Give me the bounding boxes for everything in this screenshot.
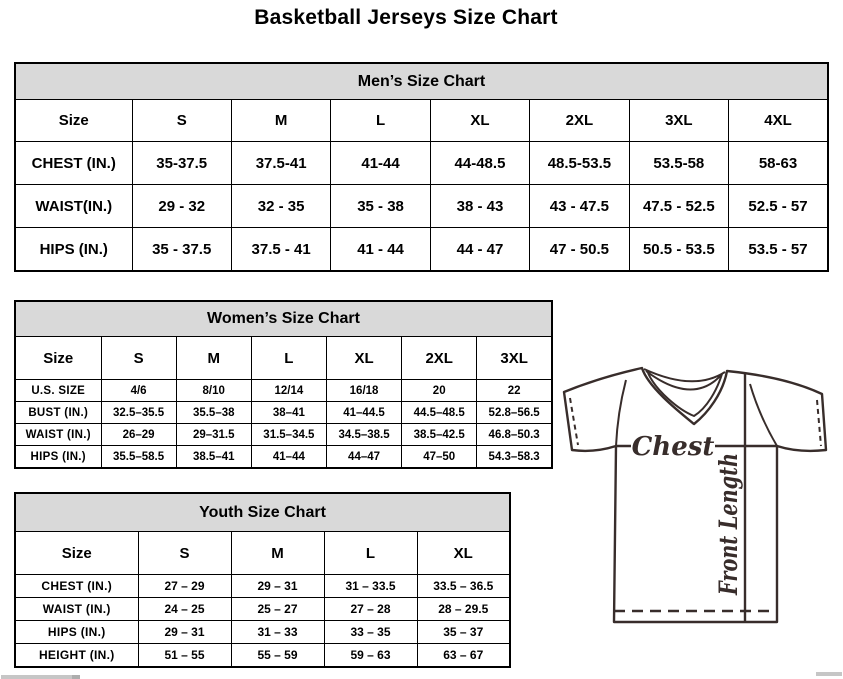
youth-table-title: Youth Size Chart (15, 493, 510, 532)
scrollbar-fragment-right[interactable] (816, 672, 842, 676)
table-cell: 41 - 44 (331, 228, 430, 272)
table-cell: 55 – 59 (231, 644, 324, 668)
column-header-cell: L (251, 337, 326, 380)
table-cell: 53.5-58 (629, 142, 728, 185)
table-title-row (15, 301, 552, 337)
table-row (15, 185, 828, 228)
jersey-measurement-diagram (556, 361, 834, 633)
header-row (15, 532, 510, 575)
header-row (15, 100, 828, 142)
table-cell: 35-37.5 (132, 142, 231, 185)
table-cell: 48.5-53.5 (530, 142, 629, 185)
table-cell: 41-44 (331, 142, 430, 185)
row-label-cell: WAIST(IN.) (15, 185, 132, 228)
table-cell: 35 – 37 (417, 621, 510, 644)
mens-size-table (14, 62, 829, 272)
table-cell: 33 – 35 (324, 621, 417, 644)
table-row (15, 142, 828, 185)
table-cell: 32.5–35.5 (101, 402, 176, 424)
table-cell: 35.5–38 (176, 402, 251, 424)
table-cell: 20 (402, 380, 477, 402)
table-cell: 38.5–42.5 (402, 424, 477, 446)
column-header-cell: XL (417, 532, 510, 575)
table-cell: 54.3–58.3 (477, 446, 552, 469)
table-cell: 43 - 47.5 (530, 185, 629, 228)
column-header-cell: XL (326, 337, 401, 380)
column-header-cell: XL (430, 100, 529, 142)
column-header-cell: 4XL (729, 100, 828, 142)
table-cell: 35.5–58.5 (101, 446, 176, 469)
table-cell: 32 - 35 (231, 185, 330, 228)
column-header-cell: 3XL (629, 100, 728, 142)
table-cell: 50.5 - 53.5 (629, 228, 728, 272)
column-header-cell: Size (15, 337, 101, 380)
row-label-cell: U.S. SIZE (15, 380, 101, 402)
table-row (15, 575, 510, 598)
front-length-label: Front Length (714, 410, 743, 595)
table-cell: 35 - 37.5 (132, 228, 231, 272)
table-row (15, 402, 552, 424)
chest-label: Chest (631, 432, 715, 462)
table-cell: 25 – 27 (231, 598, 324, 621)
column-header-cell: S (132, 100, 231, 142)
row-label-cell: HIPS (IN.) (15, 228, 132, 272)
table-cell: 44–47 (326, 446, 401, 469)
table-row (15, 446, 552, 469)
table-cell: 41–44.5 (326, 402, 401, 424)
column-header-cell: M (176, 337, 251, 380)
table-cell: 27 – 29 (138, 575, 231, 598)
table-cell: 38.5–41 (176, 446, 251, 469)
table-cell: 31 – 33.5 (324, 575, 417, 598)
table-cell: 52.5 - 57 (729, 185, 828, 228)
row-label-cell: WAIST (IN.) (15, 424, 101, 446)
table-cell: 46.8–50.3 (477, 424, 552, 446)
table-cell: 41–44 (251, 446, 326, 469)
table-cell: 31 – 33 (231, 621, 324, 644)
column-header-cell: Size (15, 100, 132, 142)
table-row (15, 380, 552, 402)
row-label-cell: BUST (IN.) (15, 402, 101, 424)
table-row (15, 644, 510, 668)
table-cell: 51 – 55 (138, 644, 231, 668)
table-cell: 44.5–48.5 (402, 402, 477, 424)
table-cell: 28 – 29.5 (417, 598, 510, 621)
table-cell: 37.5-41 (231, 142, 330, 185)
header-row (15, 337, 552, 380)
table-cell: 47–50 (402, 446, 477, 469)
table-cell: 27 – 28 (324, 598, 417, 621)
column-header-cell: M (231, 100, 330, 142)
youth-size-table (14, 492, 511, 668)
table-cell: 52.8–56.5 (477, 402, 552, 424)
womens-table-title: Women’s Size Chart (15, 301, 552, 337)
column-header-cell: S (101, 337, 176, 380)
table-row (15, 598, 510, 621)
column-header-cell: L (324, 532, 417, 575)
table-cell: 35 - 38 (331, 185, 430, 228)
table-row (15, 424, 552, 446)
column-header-cell: 2XL (530, 100, 629, 142)
table-cell: 38 - 43 (430, 185, 529, 228)
table-cell: 38–41 (251, 402, 326, 424)
table-cell: 26–29 (101, 424, 176, 446)
column-header-cell: 2XL (402, 337, 477, 380)
table-cell: 33.5 – 36.5 (417, 575, 510, 598)
jersey-outline-shape (564, 368, 826, 622)
table-cell: 24 – 25 (138, 598, 231, 621)
page-title: Basketball Jerseys Size Chart (254, 6, 558, 29)
scrollbar-fragment-left[interactable] (1, 675, 80, 679)
table-title-row (15, 493, 510, 532)
table-cell: 44 - 47 (430, 228, 529, 272)
column-header-cell: L (331, 100, 430, 142)
row-label-cell: HIPS (IN.) (15, 446, 101, 469)
mens-table-title: Men’s Size Chart (15, 63, 828, 100)
sleeve-dashed-line-right (817, 400, 821, 446)
row-label-cell: HIPS (IN.) (15, 621, 138, 644)
collar-inner-lines (644, 369, 725, 416)
column-header-cell: M (231, 532, 324, 575)
table-cell: 8/10 (176, 380, 251, 402)
table-cell: 29 - 32 (132, 185, 231, 228)
table-cell: 47.5 - 52.5 (629, 185, 728, 228)
table-cell: 37.5 - 41 (231, 228, 330, 272)
table-cell: 29 – 31 (138, 621, 231, 644)
column-header-cell: Size (15, 532, 138, 575)
table-cell: 44-48.5 (430, 142, 529, 185)
row-label-cell: HEIGHT (IN.) (15, 644, 138, 668)
table-cell: 29–31.5 (176, 424, 251, 446)
table-cell: 31.5–34.5 (251, 424, 326, 446)
table-row (15, 621, 510, 644)
column-header-cell: S (138, 532, 231, 575)
table-row (15, 228, 828, 272)
table-cell: 34.5–38.5 (326, 424, 401, 446)
row-label-cell: WAIST (IN.) (15, 598, 138, 621)
row-label-cell: CHEST (IN.) (15, 142, 132, 185)
column-header-cell: 3XL (477, 337, 552, 380)
table-cell: 12/14 (251, 380, 326, 402)
table-cell: 22 (477, 380, 552, 402)
table-cell: 59 – 63 (324, 644, 417, 668)
table-cell: 4/6 (101, 380, 176, 402)
table-title-row (15, 63, 828, 100)
table-cell: 16/18 (326, 380, 401, 402)
row-label-cell: CHEST (IN.) (15, 575, 138, 598)
table-cell: 58-63 (729, 142, 828, 185)
table-cell: 63 – 67 (417, 644, 510, 668)
table-cell: 53.5 - 57 (729, 228, 828, 272)
table-cell: 29 – 31 (231, 575, 324, 598)
table-cell: 47 - 50.5 (530, 228, 629, 272)
womens-size-table (14, 300, 553, 469)
